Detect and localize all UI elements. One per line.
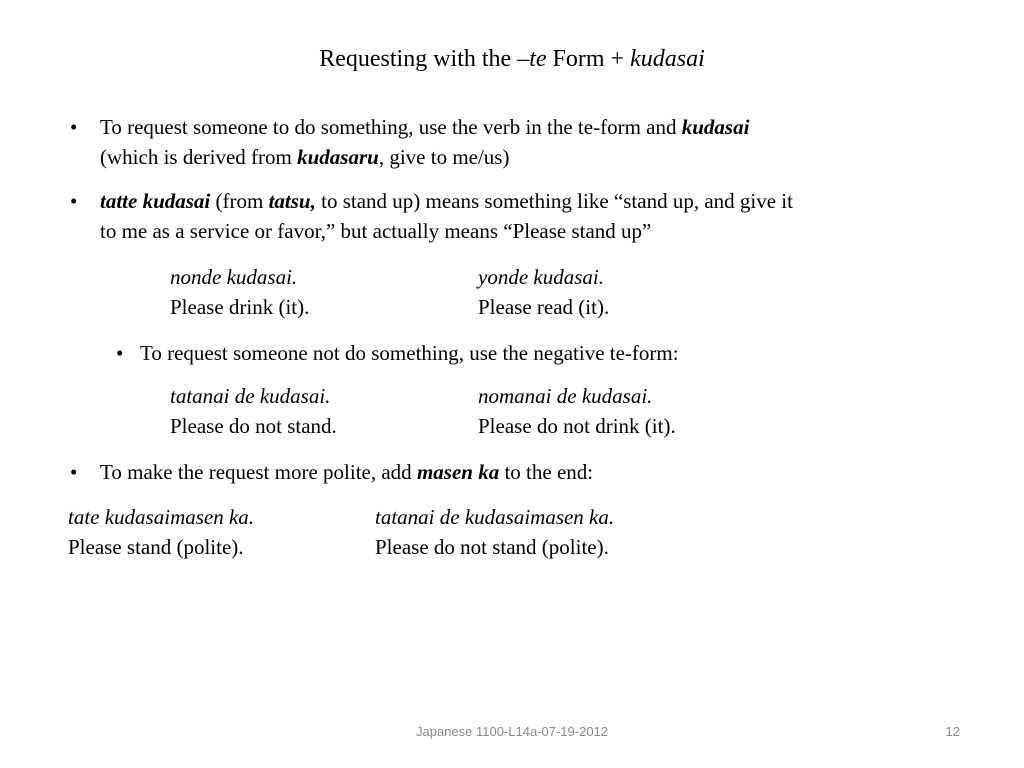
sub-bullet-text: To request someone not do something, use the negative te-form: xyxy=(140,341,679,365)
example-2-left-jp: tatanai de kudasai. xyxy=(170,384,331,408)
bullet-2-text xyxy=(100,186,960,246)
bullet-icon: • xyxy=(70,115,78,139)
example-2-right-jp: nomanai de kudasai. xyxy=(478,384,653,408)
example-3-left-en: Please stand (polite). xyxy=(68,535,244,559)
example-2-right-en: Please do not drink (it). xyxy=(478,414,676,438)
title-part1: Requesting with the xyxy=(319,46,518,72)
example-1-left-jp: nonde kudasai. xyxy=(170,265,298,289)
bullet-1-line1-a: To request someone to do something, use the verb in the te-form and xyxy=(100,115,682,139)
example-3-left xyxy=(68,502,254,562)
bullet-icon: • xyxy=(70,189,78,213)
bullet-2-line1-a: tatte kudasai xyxy=(100,189,211,213)
bullet-icon: • xyxy=(70,460,78,484)
example-3-right-en: Please do not stand (polite). xyxy=(375,535,609,559)
page-number: 12 xyxy=(945,724,960,739)
bullet-2-line1-c: tatsu, xyxy=(268,189,316,213)
bullet-1-line2-a: (which is derived from xyxy=(100,145,298,169)
example-3-right-jp: tatanai de kudasaimasen ka. xyxy=(375,505,615,529)
example-1-left-en: Please drink (it). xyxy=(170,295,310,319)
bullet-3-text-c: to the end: xyxy=(499,460,594,484)
bullet-1-line1-b: kudasai xyxy=(681,115,750,139)
bullet-3-text-b: masen ka xyxy=(416,460,500,484)
bullet-1-line2-c: , give to me/us) xyxy=(378,145,510,169)
bullet-icon: • xyxy=(116,341,124,365)
slide-footer: Japanese 1100-L14a-07-19-2012 xyxy=(415,724,609,739)
example-1-right-jp: yonde kudasai. xyxy=(478,265,604,289)
title-part3: Form + xyxy=(546,46,631,72)
slide-title xyxy=(0,44,1024,74)
bullet-2-line1-d: to stand up) means something like “stand up, and give it xyxy=(315,189,793,213)
bullet-3-text-a: To make the request more polite, add xyxy=(100,460,417,484)
bullet-1-line2-b: kudasaru xyxy=(297,145,379,169)
bullet-3-text xyxy=(100,457,960,487)
bullet-2-line2: to me as a service or favor,” but actually means “Please stand up” xyxy=(100,219,652,243)
bullet-2-line1-b: (from xyxy=(210,189,269,213)
example-3-right xyxy=(375,502,614,562)
example-1-left xyxy=(170,262,309,322)
example-1-right-en: Please read (it). xyxy=(478,295,610,319)
example-2-left-en: Please do not stand. xyxy=(170,414,337,438)
example-2-left xyxy=(170,381,337,441)
example-2-right xyxy=(478,381,676,441)
title-part4: kudasai xyxy=(630,46,705,72)
title-part2: –te xyxy=(517,46,547,72)
example-1-right xyxy=(478,262,609,322)
bullet-1-text xyxy=(100,112,960,172)
example-3-left-jp: tate kudasaimasen ka. xyxy=(68,505,255,529)
